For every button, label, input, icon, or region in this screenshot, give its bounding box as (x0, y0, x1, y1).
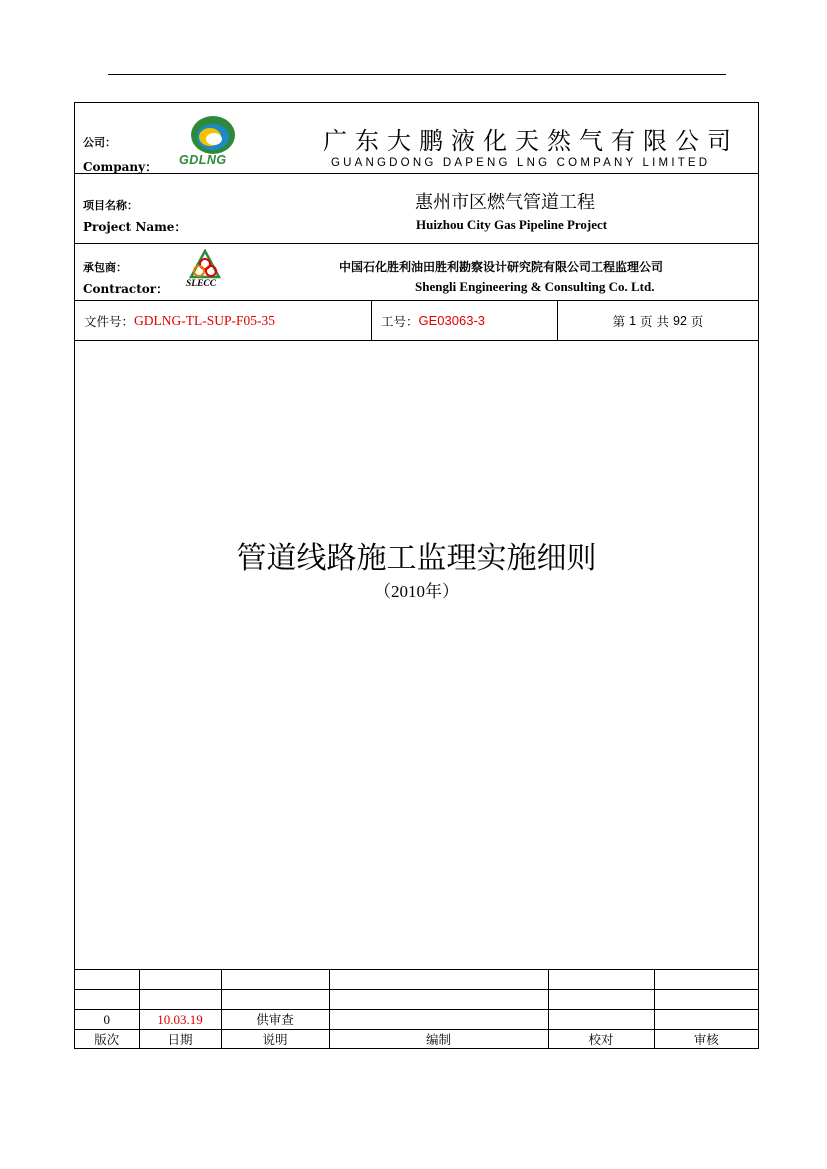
contractor-label-en: Contractor： (83, 282, 169, 296)
slecc-logo (185, 249, 231, 291)
header-date: 日期 (139, 1030, 221, 1050)
company-name-en: GUANGDONG DAPENG LNG COMPANY LIMITED (331, 157, 711, 169)
rev-cell (654, 990, 758, 1010)
job-number-cell (372, 301, 558, 340)
gdlng-logo (179, 111, 245, 171)
page-prefix: 第 (612, 313, 626, 329)
rev-cell (139, 990, 221, 1010)
project-row (75, 174, 758, 244)
doc-info-row (75, 301, 758, 341)
header-version: 版次 (75, 1030, 139, 1050)
rev-cell (548, 970, 654, 990)
job-number-label: 工号： (381, 313, 419, 329)
project-name-cn: 惠州市区燃气管道工程 (415, 192, 595, 213)
table-row (75, 970, 758, 990)
rev-cell (654, 970, 758, 990)
rev-cell (75, 990, 139, 1010)
revision-table (75, 969, 758, 1049)
rev-cell (221, 990, 329, 1010)
page-count-cell (558, 301, 758, 340)
rev-cell (139, 970, 221, 990)
rev-cell (329, 1010, 548, 1030)
table-header-row (75, 1030, 758, 1050)
page-mid: 页 共 (640, 313, 670, 329)
rev-version: 0 (75, 1010, 139, 1030)
table-row (75, 990, 758, 1010)
slecc-logo-text: SLECC (186, 279, 217, 289)
rev-date: 10.03.19 (139, 1010, 221, 1030)
document-subtitle: （2010年） (374, 582, 459, 601)
company-name-cn: 广东大鹏液化天然气有限公司 (323, 127, 739, 155)
rev-cell (548, 990, 654, 1010)
header-approved: 审核 (654, 1030, 758, 1050)
header-description: 说明 (221, 1030, 329, 1050)
job-number-value: GE03063-3 (418, 313, 486, 328)
rev-cell (654, 1010, 758, 1030)
rev-cell (329, 990, 548, 1010)
contractor-label-cn: 承包商： (83, 261, 127, 274)
page-suffix: 页 (690, 313, 704, 329)
doc-number-value: GDLNG-TL-SUP-F05-35 (134, 312, 276, 328)
contractor-row (75, 244, 758, 301)
document-title: 管道线路施工监理实施细则 (236, 541, 597, 576)
header-checked: 校对 (548, 1030, 654, 1050)
project-label-cn: 项目名称： (83, 199, 138, 212)
doc-number-cell (75, 301, 372, 340)
contractor-name-en: Shengli Engineering & Consulting Co. Ltd. (415, 279, 655, 294)
table-row (75, 1010, 758, 1030)
document-frame (74, 102, 759, 1049)
page-current: 1 (629, 313, 637, 328)
rev-description: 供审查 (221, 1010, 329, 1030)
company-label-cn: 公司： (83, 136, 116, 149)
rev-cell (221, 970, 329, 990)
rev-cell (329, 970, 548, 990)
header-prepared: 编制 (329, 1030, 548, 1050)
rev-cell (548, 1010, 654, 1030)
doc-number-label: 文件号： (84, 313, 135, 329)
gdlng-logo-text: GDLNG (179, 153, 227, 167)
rev-cell (75, 970, 139, 990)
header-rule (108, 74, 726, 75)
company-row (75, 103, 758, 174)
company-label-en: Company： (83, 160, 158, 174)
project-label-en: Project Name： (83, 220, 187, 234)
page-total: 92 (673, 313, 687, 328)
project-name-en: Huizhou City Gas Pipeline Project (416, 217, 608, 232)
contractor-name-cn: 中国石化胜利油田胜利勘察设计研究院有限公司工程监理公司 (339, 260, 664, 274)
